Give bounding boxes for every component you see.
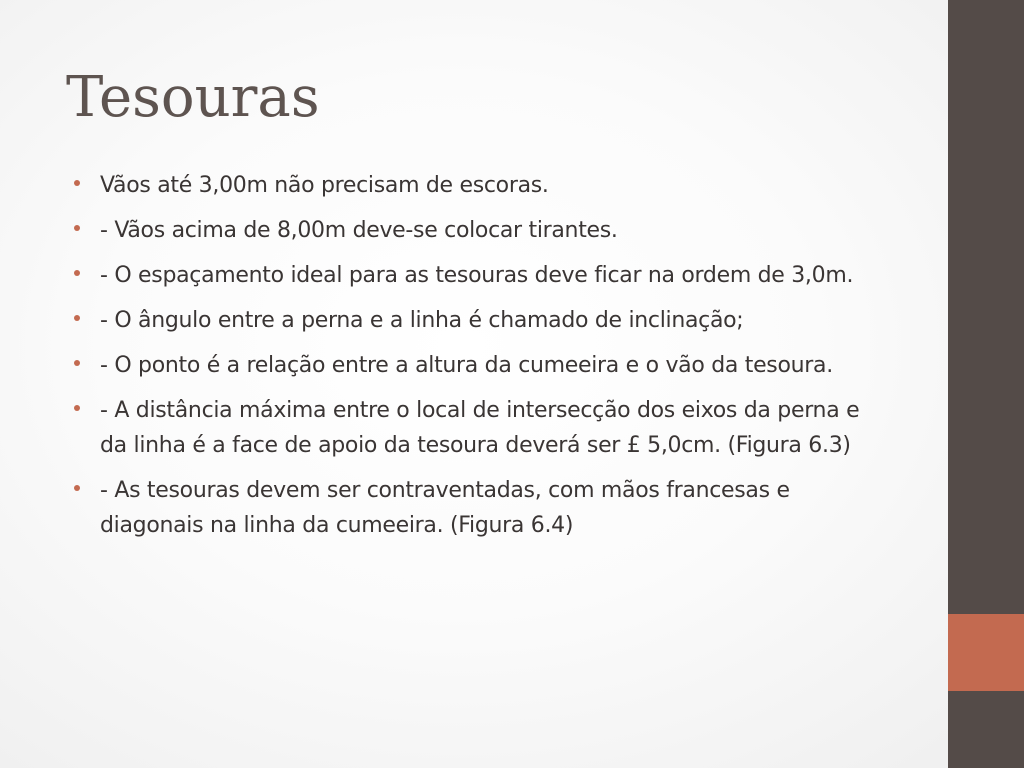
bullet-list [74, 168, 882, 553]
bullet-item [74, 473, 882, 543]
bullet-dot-icon [74, 225, 80, 231]
bullet-item [74, 168, 882, 203]
bullet-dot-icon [74, 485, 80, 491]
bullet-item [74, 213, 882, 248]
bullet-text: - As tesouras devem ser contraventadas, com mãos francesas e diagonais na linha da cumeeira. (Figura 6.4) [100, 478, 790, 538]
bullet-text: - Vãos acima de 8,00m deve-se colocar tirantes. [100, 218, 618, 243]
bullet-dot-icon [74, 360, 80, 366]
slide-title: Tesouras [66, 65, 320, 130]
bullet-text: Vãos até 3,00m não precisam de escoras. [100, 173, 549, 198]
bullet-text: - O ponto é a relação entre a altura da cumeeira e o vão da tesoura. [100, 353, 833, 378]
bullet-item [74, 393, 882, 463]
bullet-dot-icon [74, 315, 80, 321]
bullet-text: - A distância máxima entre o local de intersecção dos eixos da perna e da linha é a face de apoio da tesoura deverá ser £ 5,0cm. (Figura 6.3) [100, 398, 860, 458]
bullet-dot-icon [74, 405, 80, 411]
bullet-text: - O espaçamento ideal para as tesouras deve ficar na ordem de 3,0m. [100, 263, 854, 288]
bullet-dot-icon [74, 270, 80, 276]
bullet-item [74, 348, 882, 383]
sidebar-accent-block [948, 614, 1024, 691]
bullet-item [74, 303, 882, 338]
bullet-text: - O ângulo entre a perna e a linha é chamado de inclinação; [100, 308, 744, 333]
bullet-item [74, 258, 882, 293]
bullet-dot-icon [74, 180, 80, 186]
